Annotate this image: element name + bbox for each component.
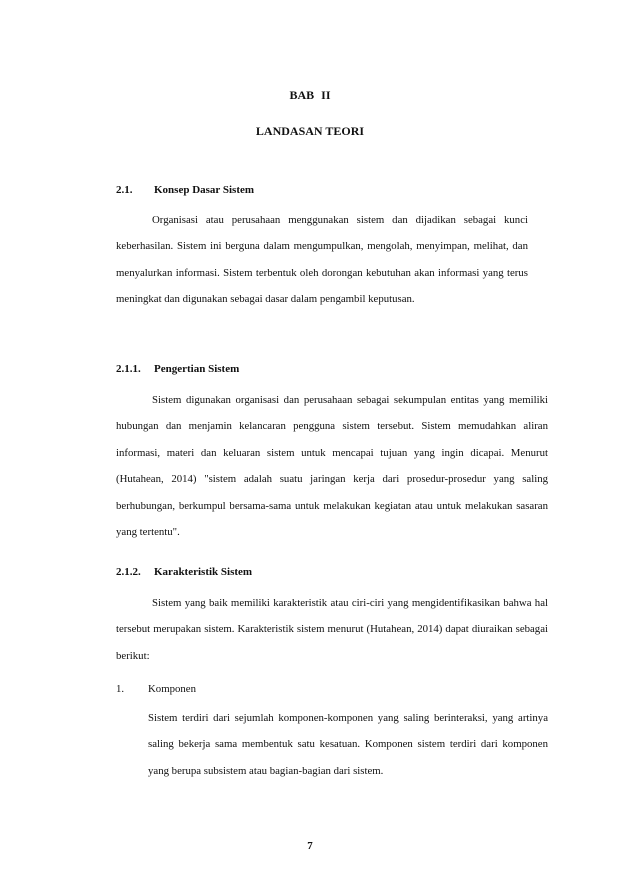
section-number: 2.1. (116, 184, 133, 196)
paragraph-karakteristik-sistem: Sistem yang baik memiliki karakteristik atau ciri-ciri yang mengidentifikasikan bahwa hal tersebut merupakan sistem. Karakteristik sistem menurut (Hutahean, 2014) dapat diuraikan sebagai berikut: (116, 597, 548, 662)
chapter-title: LANDASAN TEORI (255, 124, 365, 138)
list-label: Komponen (148, 683, 196, 695)
chapter-heading: BAB II (289, 88, 331, 102)
section-title: Pengertian Sistem (154, 363, 240, 375)
paragraph-konsep-dasar-sistem: Organisasi atau perusahaan menggunakan sistem dan dijadikan sebagai kunci keberhasilan. Sistem ini berguna dalam mengumpulkan, mengolah, menyimpan, melihat, dan menyalurkan informasi. Sistem terbentuk oleh dorongan kebutuhan akan informasi yang terus meningkat dan digunakan sebagai dasar dalam pengambil keputusan. (116, 214, 528, 306)
section-title: Karakteristik Sistem (154, 566, 253, 578)
section-heading-2-1-1 (116, 363, 239, 375)
section-number: 2.1.2. (116, 566, 141, 578)
paragraph-pengertian-sistem: Sistem digunakan organisasi dan perusahaan sebagai sekumpulan entitas yang memiliki hubungan dan menjamin kelancaran pengguna sistem tersebut. Sistem memudahkan aliran informasi, materi dan keluaran sistem untuk mencapai tujuan yang ingin dicapai. Menurut (Hutahean, 2014) "sistem adalah suatu jaringan kerja dari prosedur-prosedur yang saling berhubungan, berkumpul bersama-sama untuk melakukan kegiatan atau untuk melakukan sasaran yang tertentu". (116, 394, 548, 539)
section-number: 2.1.1. (116, 363, 141, 375)
list-number: 1. (116, 683, 125, 695)
list-item-description: Sistem terdiri dari sejumlah komponen-komponen yang saling berinteraksi, yang artinya saling bekerja sama membentuk satu kesatuan. Komponen sistem terdiri dari komponen yang berupa subsistem atau bagian-bagian dari sistem. (148, 712, 548, 777)
section-heading-2-1-2 (116, 566, 252, 578)
section-title: Konsep Dasar Sistem (154, 184, 255, 196)
page-number: 7 (307, 840, 313, 852)
section-heading-2-1 (116, 184, 254, 196)
list-item-komponen (116, 683, 196, 695)
